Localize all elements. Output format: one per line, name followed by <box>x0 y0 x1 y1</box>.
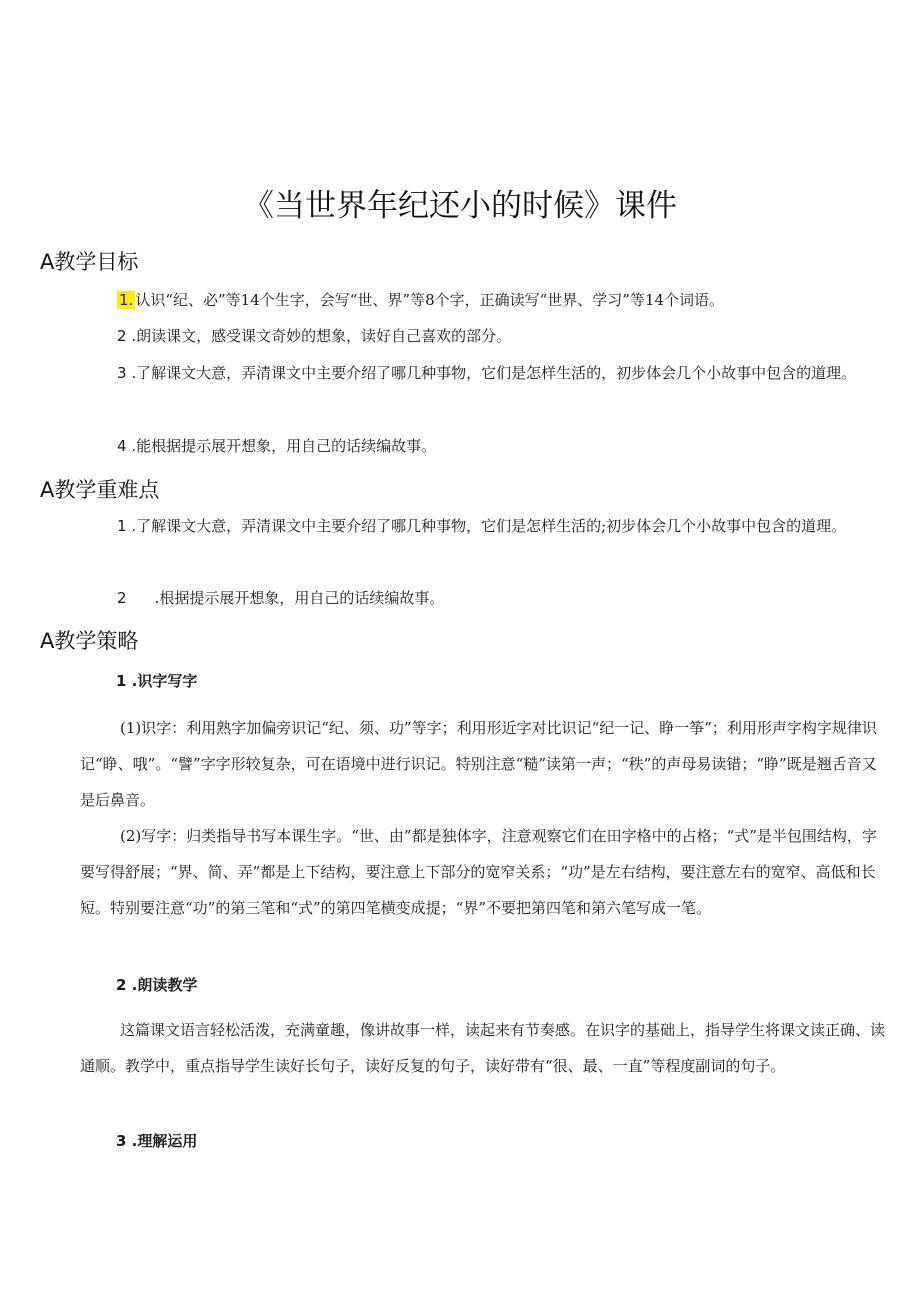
goal-item-2-num: 2 <box>117 327 127 345</box>
strategy-subheading-2 <box>116 974 197 995</box>
strategy-subheading-1-num: 1 <box>116 672 127 690</box>
goal-item-2-text: .朗读课文，感受课文奇妙的想象，读好自己喜欢的部分。 <box>131 327 512 345</box>
document-title: 《当世界年纪还小的时候》课件 <box>243 188 677 224</box>
goal-item-3-text: .了解课文大意，弄清课文中主要介绍了哪几种事物，它们是怎样生活的，初步体会几个小故事中包含的道理。 <box>131 364 857 382</box>
writing-paragraph: (2)写字：归类指导书写本课生字。“世、由”都是独体字，注意观察它们在田字格中的占格；“式”是半包围结构，字要写得舒展；“界、简、弄”都是上下结构，要注意上下部分的宽窄关系；“功”是左右结构，要注意左右的宽窄、高低和长短。特别要注意“功”的第三笔和“式”的第四笔横变成提；“界”不要把第四笔和第六笔写成一笔。 <box>80 827 877 917</box>
strategy-subheading-2-title: .朗读教学 <box>131 976 198 994</box>
literacy-paragraph: (1)识字：利用熟字加偏旁识记“纪、须、功”等字；利用形近字对比识记“纪一记、睁一筝”；利用形声字构字规律识记“睁、哦”。“譬”字字形较复杂，可在语境中进行识记。特别注意“糙”读第一声；“秩”的声母易读错；“睁”既是翘舌音又是后鼻音。 <box>80 719 877 809</box>
goal-item-4 <box>80 428 890 464</box>
goal-item-4-text: .能根据提示展开想象，用自己的话续编故事。 <box>131 437 437 455</box>
key-point-item-1 <box>80 508 890 544</box>
reading-paragraph: 这篇课文语言轻松活泼，充满童趣，像讲故事一样，读起来有节奏感。在识字的基础上，指导学生将课文读正确、读通顺。教学中，重点指导学生读好长句子，读好反复的句子，读好带有“很、最、一直”等程度副词的句子。 <box>80 1021 886 1075</box>
section-heading-strategy: A教学策略 <box>40 629 139 653</box>
key-point-item-2-text: .根据提示展开想象，用自己的话续编故事。 <box>154 589 445 607</box>
highlight-marker: 1. <box>119 291 134 309</box>
strategy-subheading-1 <box>116 670 197 691</box>
section-heading-goals: A教学目标 <box>40 250 139 274</box>
strategy-subheading-3 <box>116 1130 197 1151</box>
key-point-item-2 <box>80 580 890 616</box>
key-point-item-1-num: 1 <box>117 517 127 535</box>
strategy-subheading-3-num: 3 <box>116 1132 127 1150</box>
goal-item-4-num: 4 <box>117 437 127 455</box>
goal-item-3-num: 3 <box>117 364 127 382</box>
strategy-subheading-3-title: .理解运用 <box>131 1132 198 1150</box>
key-point-item-2-num: 2 <box>117 589 127 607</box>
strategy-subheading-1-title: .识字写字 <box>131 672 198 690</box>
goal-item-2 <box>80 318 890 354</box>
goal-item-1 <box>80 282 890 318</box>
goal-item-1-text: 认识“纪、必”等14个生字，会写“世、界”等8个字，正确读写“世界、学习”等14个词语。 <box>135 291 725 309</box>
key-point-item-1-text: .了解课文大意，弄清课文中主要介绍了哪几种事物，它们是怎样生活的;初步体会几个小故事中包含的道理。 <box>131 517 847 535</box>
goal-item-3 <box>80 355 890 391</box>
strategy-subheading-2-num: 2 <box>116 976 127 994</box>
section-heading-key-points: A教学重难点 <box>40 478 160 502</box>
